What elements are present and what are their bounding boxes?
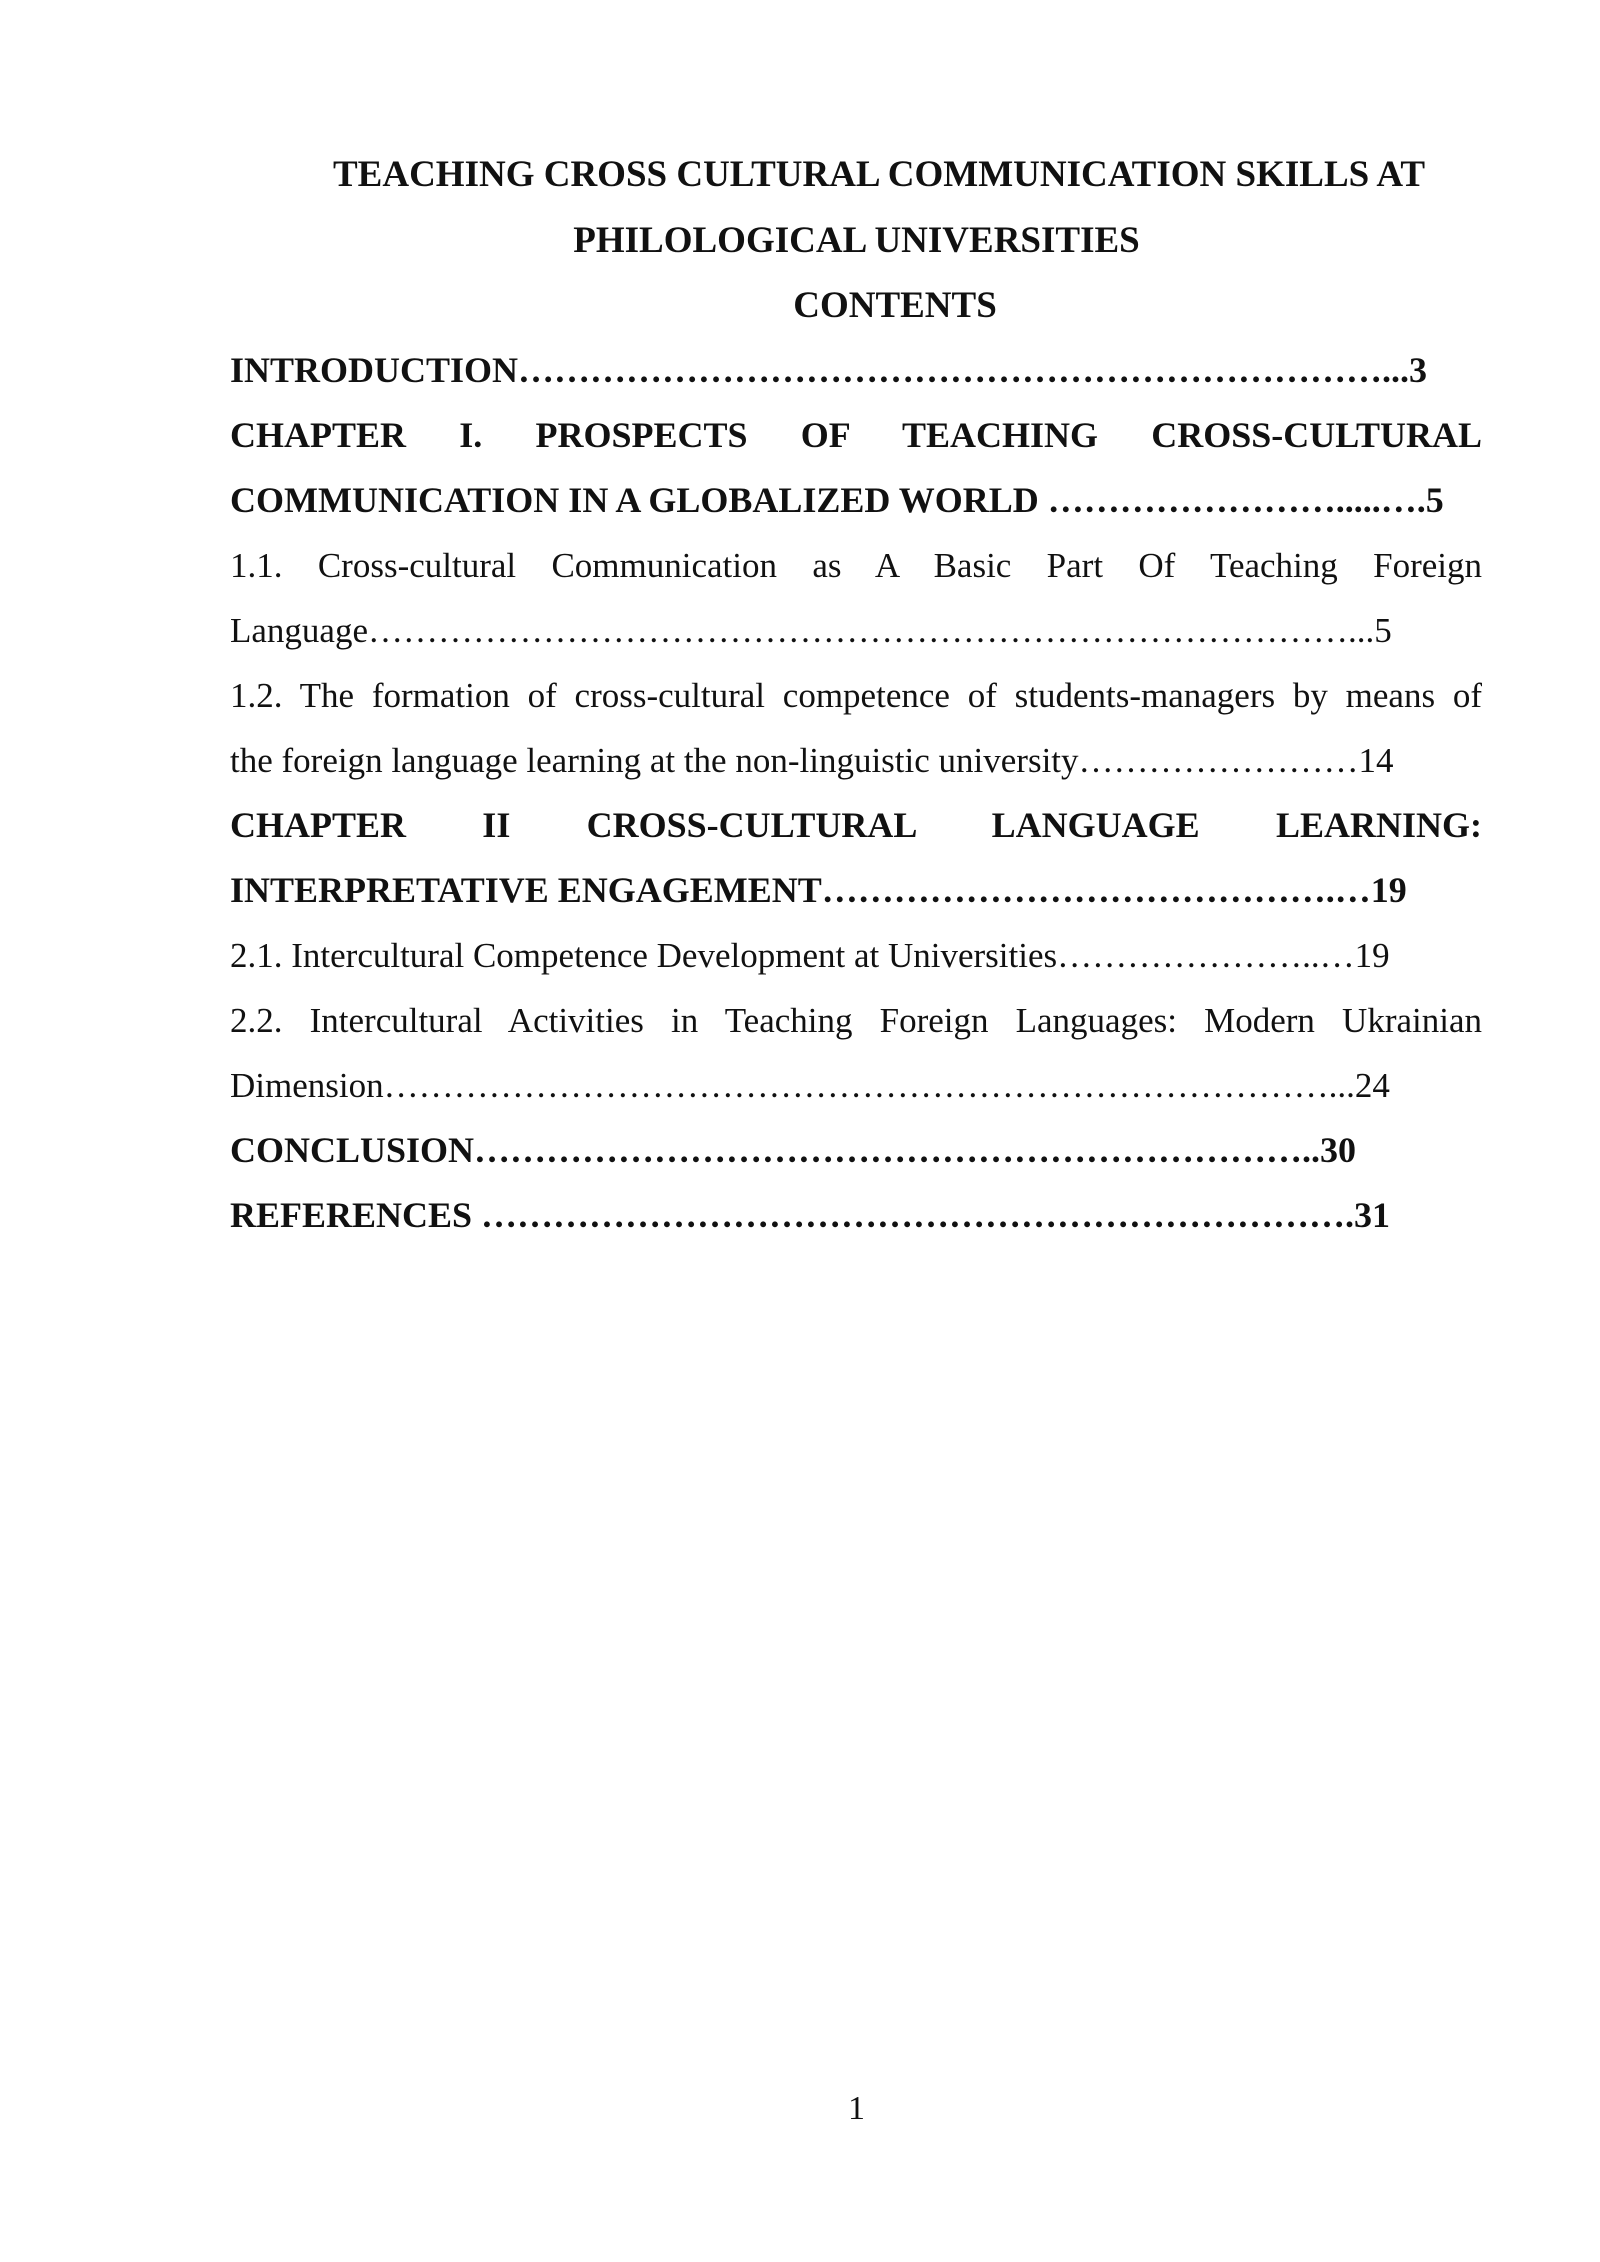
toc-entry-introduction[interactable] (230, 338, 1482, 403)
toc-entry-text-line-2: Language…………………………………………………………………………...5 (230, 611, 1392, 650)
toc-entry-section-1-1[interactable] (230, 533, 1482, 663)
toc-entry-chapter-1[interactable] (230, 403, 1482, 533)
toc-entry-text-line-1: 1.2. The formation of cross-cultural competence of students-managers by means of (230, 676, 1482, 715)
toc-entry-text: CONCLUSION……………………………………………………………..30 (230, 1130, 1357, 1170)
contents-heading: CONTENTS (793, 285, 997, 326)
toc-entry-text: REFERENCES ……………………………………………………………….31 (230, 1195, 1391, 1235)
toc-entry-section-2-1[interactable] (230, 923, 1482, 988)
toc-entry-section-1-2[interactable] (230, 663, 1482, 793)
toc-entry-text-line-2: COMMUNICATION IN A GLOBALIZED WORLD …………………….....….5 (230, 480, 1444, 520)
toc-entry-references[interactable] (230, 1183, 1482, 1248)
toc-entry-text: INTRODUCTION………………………………………………………………...3 (230, 350, 1428, 390)
page-number: 1 (848, 2090, 865, 2127)
toc-entry-text-line-1: 2.2. Intercultural Activities in Teaching Foreign Languages: Modern Ukrainian (230, 1001, 1482, 1040)
toc-entry-section-2-2[interactable] (230, 988, 1482, 1118)
toc-entry-chapter-2[interactable] (230, 793, 1482, 923)
toc-entry-text-line-1: CHAPTER I. PROSPECTS OF TEACHING CROSS-CULTURAL (230, 415, 1482, 455)
document-title-line-1: TEACHING CROSS CULTURAL COMMUNICATION SKILLS AT (333, 154, 1426, 195)
table-of-contents (230, 338, 1482, 1248)
toc-entry-text-line-1: CHAPTER II CROSS-CULTURAL LANGUAGE LEARNING: (230, 805, 1482, 845)
document-title-line-2: PHILOLOGICAL UNIVERSITIES (573, 220, 1140, 261)
toc-entry-text-line-2: Dimension………………………………………………………………………...24 (230, 1066, 1390, 1105)
toc-entry-text-line-1: 1.1. Cross-cultural Communication as A Basic Part Of Teaching Foreign (230, 546, 1482, 585)
toc-entry-text-line-2: the foreign language learning at the non-linguistic university……………………14 (230, 741, 1394, 780)
toc-entry-text-line-2: INTERPRETATIVE ENGAGEMENT…………………………………….…19 (230, 870, 1407, 910)
toc-entry-conclusion[interactable] (230, 1118, 1482, 1183)
toc-entry-text: 2.1. Intercultural Competence Development at Universities…………………..…19 (230, 936, 1390, 975)
